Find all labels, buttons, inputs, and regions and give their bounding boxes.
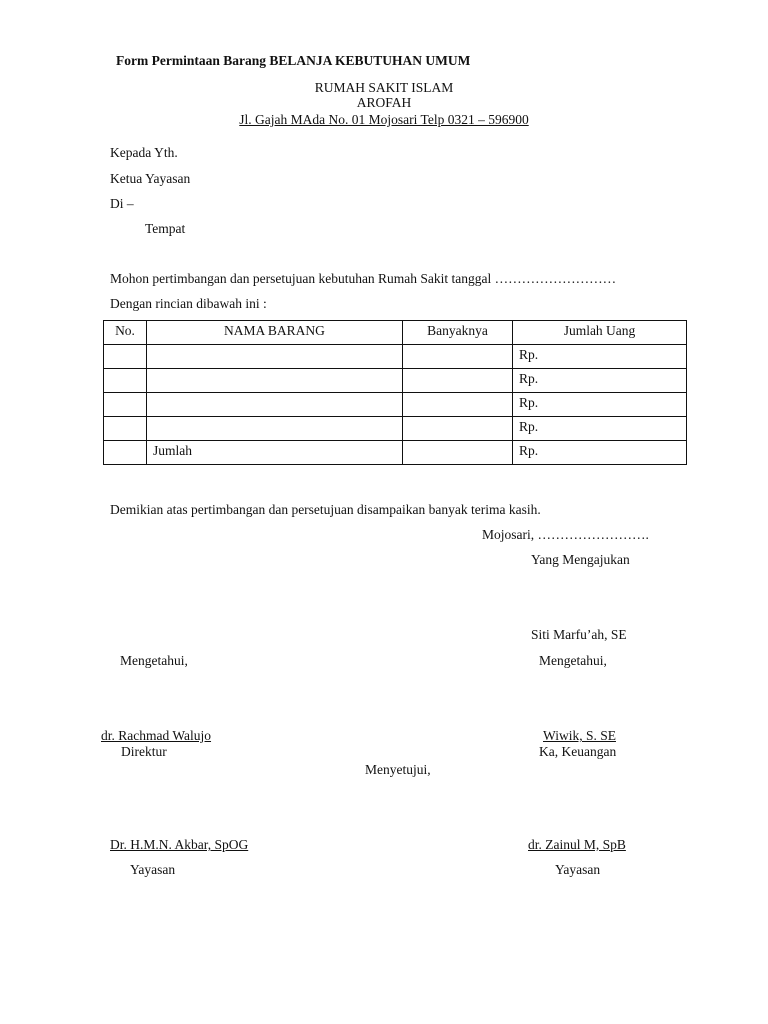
table-row — [104, 345, 687, 369]
cell-no[interactable] — [104, 417, 147, 441]
place-date: Mojosari, ……………………. — [482, 527, 649, 542]
cell-nama[interactable] — [147, 417, 403, 441]
right-approve-title: Yayasan — [555, 862, 601, 877]
table-header-row — [104, 321, 687, 345]
org-name-line1: RUMAH SAKIT ISLAM — [314, 80, 454, 95]
cell-nama[interactable] — [147, 345, 403, 369]
cell-banyak[interactable] — [403, 369, 513, 393]
header-nama-barang: NAMA BARANG — [147, 321, 403, 345]
left-ack-title: Direktur — [121, 744, 167, 759]
cell-jumlah[interactable]: Rp. — [513, 345, 687, 369]
form-title-bold: BELANJA KEBUTUHAN UMUM — [269, 53, 471, 68]
right-ack-label: Mengetahui, — [539, 653, 607, 668]
left-ack-label: Mengetahui, — [120, 653, 188, 668]
recipient-line2: Ketua Yayasan — [110, 171, 191, 186]
total-label: Jumlah — [147, 441, 403, 465]
detail-intro: Dengan rincian dibawah ini : — [110, 296, 267, 311]
cell-jumlah[interactable]: Rp. — [513, 417, 687, 441]
approve-label: Menyetujui, — [365, 762, 431, 777]
cell-jumlah[interactable]: Rp. — [513, 393, 687, 417]
left-ack-name: dr. Rachmad Walujo — [101, 728, 212, 743]
header-no: No. — [104, 321, 147, 345]
cell-no — [104, 441, 147, 465]
header-jumlah-uang: Jumlah Uang — [513, 321, 687, 345]
closing-text: Demikian atas pertimbangan dan persetujuan disampaikan banyak terima kasih. — [110, 502, 541, 517]
cell-nama[interactable] — [147, 393, 403, 417]
recipient-line1: Kepada Yth. — [110, 145, 178, 160]
left-approve-name: Dr. H.M.N. Akbar, SpOG — [110, 837, 249, 852]
table-row — [104, 369, 687, 393]
recipient-line4: Tempat — [145, 221, 186, 236]
total-value[interactable]: Rp. — [513, 441, 687, 465]
submitter-name: Siti Marfu’ah, SE — [531, 627, 627, 642]
table-total-row — [104, 441, 687, 465]
form-title — [116, 54, 470, 68]
cell-no[interactable] — [104, 345, 147, 369]
cell-no[interactable] — [104, 393, 147, 417]
header-banyaknya: Banyaknya — [403, 321, 513, 345]
right-approve-name: dr. Zainul M, SpB — [528, 837, 626, 852]
request-text: Mohon pertimbangan dan persetujuan kebutuhan Rumah Sakit tanggal ……………………… — [110, 271, 617, 286]
right-ack-title: Ka, Keuangan — [539, 744, 617, 759]
submitter-label: Yang Mengajukan — [531, 552, 630, 567]
cell-banyak[interactable] — [403, 441, 513, 465]
cell-banyak[interactable] — [403, 345, 513, 369]
cell-banyak[interactable] — [403, 393, 513, 417]
form-title-prefix: Form Permintaan Barang — [116, 53, 270, 68]
recipient-line3: Di – — [110, 196, 134, 211]
cell-nama[interactable] — [147, 369, 403, 393]
right-ack-name: Wiwik, S. SE — [543, 728, 616, 743]
left-approve-title: Yayasan — [130, 862, 176, 877]
cell-jumlah[interactable]: Rp. — [513, 369, 687, 393]
items-table — [103, 320, 687, 465]
org-address: Jl. Gajah MAda No. 01 Mojosari Telp 0321 – 596900 — [239, 112, 529, 127]
cell-banyak[interactable] — [403, 417, 513, 441]
table-row — [104, 417, 687, 441]
table-row — [104, 393, 687, 417]
cell-no[interactable] — [104, 369, 147, 393]
org-name-line2: AROFAH — [356, 95, 412, 110]
